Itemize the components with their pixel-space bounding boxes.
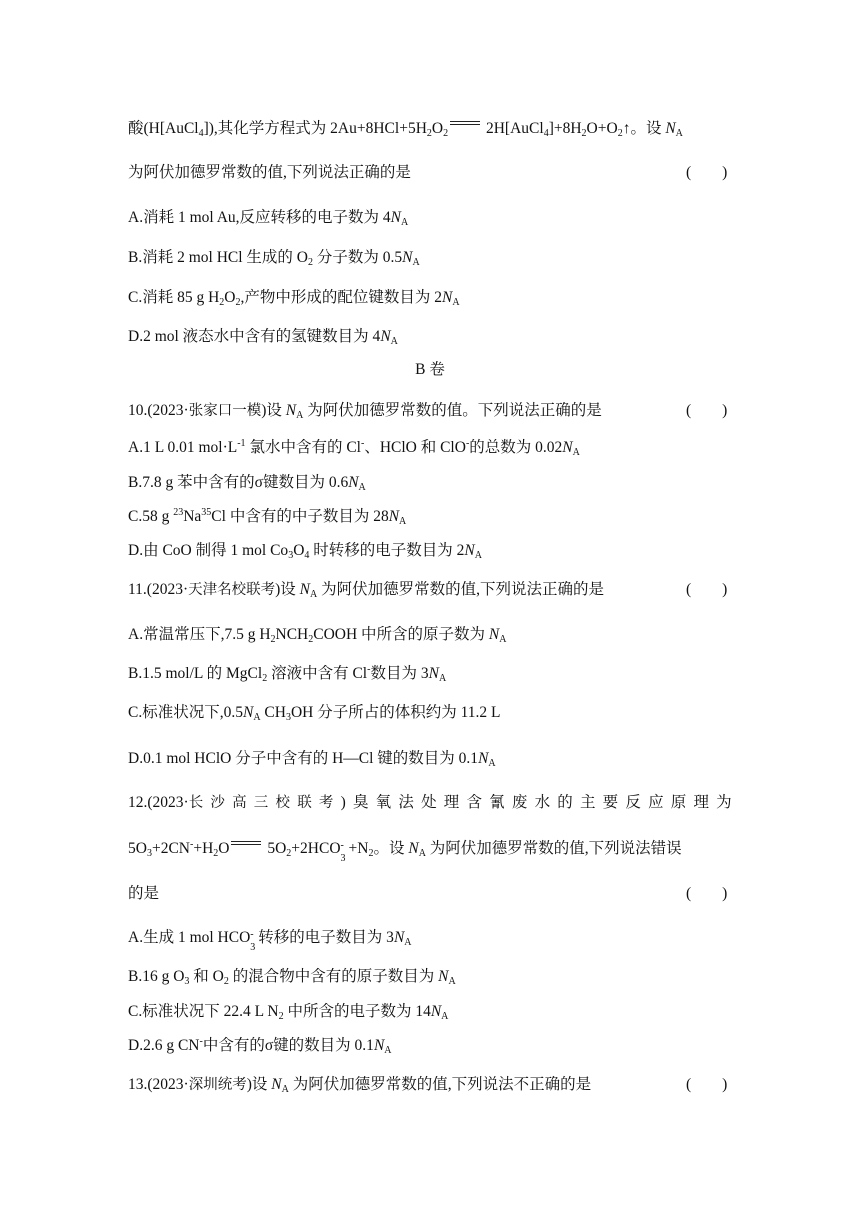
q12-option-b[interactable]: B.16 g $O_3$ 和 $O_2$ 的混合物中含有的原子数目为 $N_A$ — [128, 968, 456, 987]
q12-stem-line3: 的是 — [128, 885, 160, 902]
q12-option-c[interactable]: C.标准状况下 22.4 L $N_2$ 中所含的电子数为 $14N_A$ — [128, 1003, 449, 1022]
q12-answer-blank[interactable]: ( ) — [686, 885, 728, 902]
q12-source: 长沙高三校联考 — [188, 795, 341, 811]
q11-answer-blank[interactable]: ( ) — [686, 581, 728, 598]
q10-option-c[interactable]: C.58 g $^{23}$Na$^{35}$Cl 中含有的中子数目为 $28N_A$ — [128, 507, 407, 527]
q12-option-d[interactable]: D.2.6 g CN-中含有的σ键的数目为 $0.1N_A$ — [128, 1036, 392, 1056]
q9-answer-blank[interactable]: ( ) — [686, 164, 728, 181]
q10-option-a[interactable]: A.1 L 0.01 $mol\cdot L^{-1}$ 氯水中含有的 Cl-、HClO 和 ClO-的总数为 $0.02N_A$ — [128, 438, 580, 458]
q12-stem-line1: 12.(2023·长沙高三校联考)臭氧法处理含氰废水的主要反应原理为 — [128, 794, 739, 811]
q9-option-c[interactable]: C.消耗 85 g $H_2O_2$,产物中形成的配位键数目为 $2N_A$ — [128, 289, 460, 308]
q12-option-a[interactable]: A.生成 1 mol HCO - 3 转移的电子数目为 $3N_A$ — [128, 929, 412, 954]
q11-source: 天津名校联考 — [188, 582, 276, 598]
q10-answer-blank[interactable]: ( ) — [686, 402, 728, 419]
q10-option-d[interactable]: D.由 CoO 制得 1 mol $Co_3O_4$ 时转移的电子数目为 $2N_A$ — [128, 542, 482, 561]
equals-sign-icon — [231, 841, 261, 847]
q13-source: 深圳统考 — [188, 1077, 247, 1093]
q11-option-a[interactable]: A.常温常压下,7.5 g $H_2NCH_2COOH$ 中所含的原子数为 $N_A$ — [128, 626, 507, 645]
q10-source: 张家口一模 — [188, 403, 262, 419]
q9-stem-line2: 为阿伏加德罗常数的值,下列说法正确的是 — [128, 164, 411, 181]
q9-option-d[interactable]: D.2 mol 液态水中含有的氢键数目为 $4N_A$ — [128, 328, 398, 347]
q13-stem: 13.(2023·深圳统考)设 $N_A$ 为阿伏加德罗常数的值,下列说法不正确的是 — [128, 1076, 592, 1095]
equals-sign-icon — [450, 121, 480, 127]
q11-option-c[interactable]: C.标准状况下$,0.5N_A$ $CH_3OH$ 分子所占的体积约为 11.2 L — [128, 704, 501, 723]
q13-answer-blank[interactable]: ( ) — [686, 1076, 728, 1093]
q10-option-b[interactable]: B.7.8 g 苯中含有的σ键数目为 $0.6N_A$ — [128, 474, 366, 493]
q11-option-d[interactable]: D.0.1 mol HClO 分子中含有的 H—Cl 键的数目为 $0.1N_A$ — [128, 750, 496, 769]
q9-option-a[interactable]: A.消耗 1 mol Au,反应转移的电子数为 $4N_A$ — [128, 209, 409, 228]
q11-stem: 11.(2023·天津名校联考)设 $N_A$ 为阿伏加德罗常数的值,下列说法正确的是 — [128, 581, 605, 600]
q11-option-b[interactable]: B.1.5 mol/L 的 MgCl$_2$ 溶液中含有 Cl-数目为 $3N_A$ — [128, 664, 447, 684]
q9-option-b[interactable]: B.消耗 2 mol HCl 生成的 $O_2$ 分子数为 $0.5N_A$ — [128, 249, 420, 268]
q9-stem-line1: 酸(H[AuCl$_4$]),其化学方程式为 $2Au+8HCl+5H_2O_2$ $2H[AuCl_4]+8H_2O+O_2↑$。设 $N_A$ — [128, 120, 683, 139]
section-b-heading: B 卷 — [415, 361, 445, 378]
q12-stem-line2: $5O_3+2CN^-+H_2O$ $5O_2+2HCO$ - 3 $+N_2$。设 $N_A$ 为阿伏加德罗常数的值,下列说法错误 — [128, 839, 682, 865]
q10-stem: 10.(2023·张家口一模)设 $N_A$ 为阿伏加德罗常数的值。下列说法正确的是 — [128, 402, 602, 421]
